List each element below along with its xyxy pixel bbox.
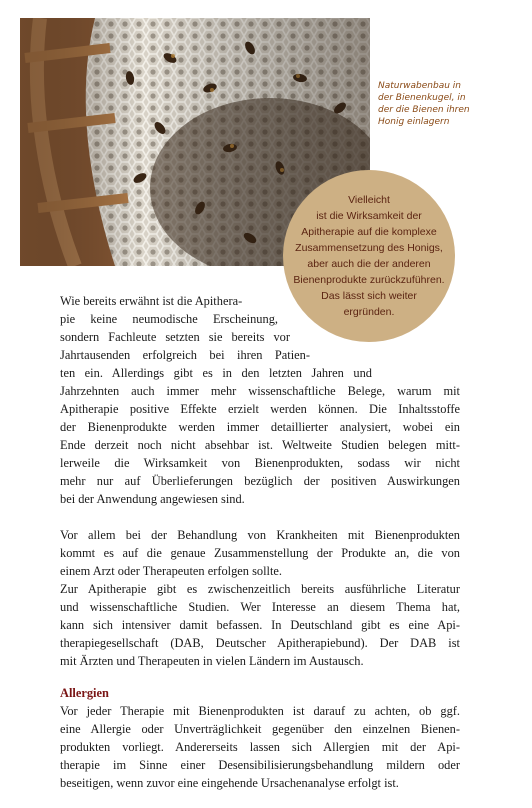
quote-line: Zusammensetzung des Honigs,	[295, 242, 443, 254]
quote-line: Apitherapie auf die komplexe	[301, 226, 437, 238]
text-line: produkten vorliegt. Andererseits lassen sich Allergien mit der Api-	[60, 740, 460, 754]
text-line: Zur Apitherapie gibt es zwischenzeitlich bereits ausführliche Literatur	[60, 582, 460, 596]
text-line: der Bienenprodukte werden immer detaillierter analysiert, wobei ein	[60, 420, 460, 434]
caption-line: der Bienenkugel, in	[378, 93, 466, 103]
text-line: mehr nur auf Überlieferungen bezüglich der positiven Auswirkungen	[60, 474, 460, 488]
quote-line: Das lässt sich weiter	[321, 290, 417, 302]
text-line: pie keine neumodische Erscheinung,	[60, 312, 278, 326]
section-heading-allergien: Allergien	[60, 686, 109, 700]
text-line: Jahrtausenden erfolgreich bei ihren Patien-	[60, 348, 310, 362]
text-line: Vor jeder Therapie mit Bienenprodukten ist darauf zu achten, ob ggf.	[60, 704, 460, 718]
body-text	[60, 292, 460, 792]
caption-line: Naturwabenbau in	[378, 81, 462, 91]
text-line: Apitherapie positive Effekte erzielt werden können. Die Inhaltsstoffe	[60, 402, 460, 416]
quote-line: ist die Wirksamkeit der	[316, 210, 422, 222]
text-line: Ende derzeit noch nicht absehbar ist. Weltweite Studien belegen mitt-	[60, 438, 460, 452]
text-line: bei der Anwendung angewiesen sind.	[60, 492, 245, 506]
quote-line: Vielleicht	[348, 194, 390, 206]
text-line: mit Ärzten und Therapeuten in vielen Ländern im Austausch.	[60, 654, 364, 668]
text-line: eine Allergie oder Unverträglichkeit gegenüber den einzelnen Bienen-	[60, 722, 460, 736]
caption-line: der die Bienen ihren	[378, 105, 470, 115]
text-line: sondern Fachleute setzten sie bereits vor	[60, 330, 290, 344]
photo-caption	[378, 80, 498, 128]
text-line: Wie bereits erwähnt ist die Apithera-	[60, 294, 243, 308]
paragraph-allergies	[60, 702, 460, 792]
text-line: und wissenschaftliche Studien. Wer Interesse an diesem Thema hat,	[60, 600, 460, 614]
quote-line: ergründen.	[343, 306, 395, 318]
caption-line: Honig einlagern	[378, 117, 450, 127]
text-line: therapiegesellschaft (DAB, Deutscher Apitherapiebund). Der DAB ist	[60, 636, 460, 650]
text-line: lerweile die Wirksamkeit von Bienenprodukten, sodass wir nicht	[60, 456, 460, 470]
text-line: therapie im Sinne einer Desensibilisierungsbehandlung mildern oder	[60, 758, 460, 772]
text-line: Vor allem bei der Behandlung von Krankheiten mit Bienenprodukten	[60, 528, 460, 542]
quote-line: aber auch die der anderen	[307, 258, 431, 270]
text-line: Jahrzehnten auch immer mehr wissenschaftliche Belege, warum mit	[60, 384, 460, 398]
text-line: beseitigen, wenn zuvor eine eingehende Ursachenanalyse erfolgt ist.	[60, 776, 399, 790]
text-line: einem Arzt oder Therapeuten erfolgen sollte.	[60, 564, 283, 578]
text-line: ten ein. Allerdings gibt es in den letzten Jahren und	[60, 366, 372, 380]
text-line: kommt es auf die genaue Zusammenstellung der Produkte an, die von	[60, 546, 460, 560]
text-line: kann sich intensiver damit befassen. In Deutschland gibt es eine Api-	[60, 618, 460, 632]
pull-quote-circle	[283, 170, 455, 342]
quote-line: Bienenprodukte zurückzuführen.	[293, 274, 445, 286]
paragraph-treatment	[60, 526, 460, 670]
